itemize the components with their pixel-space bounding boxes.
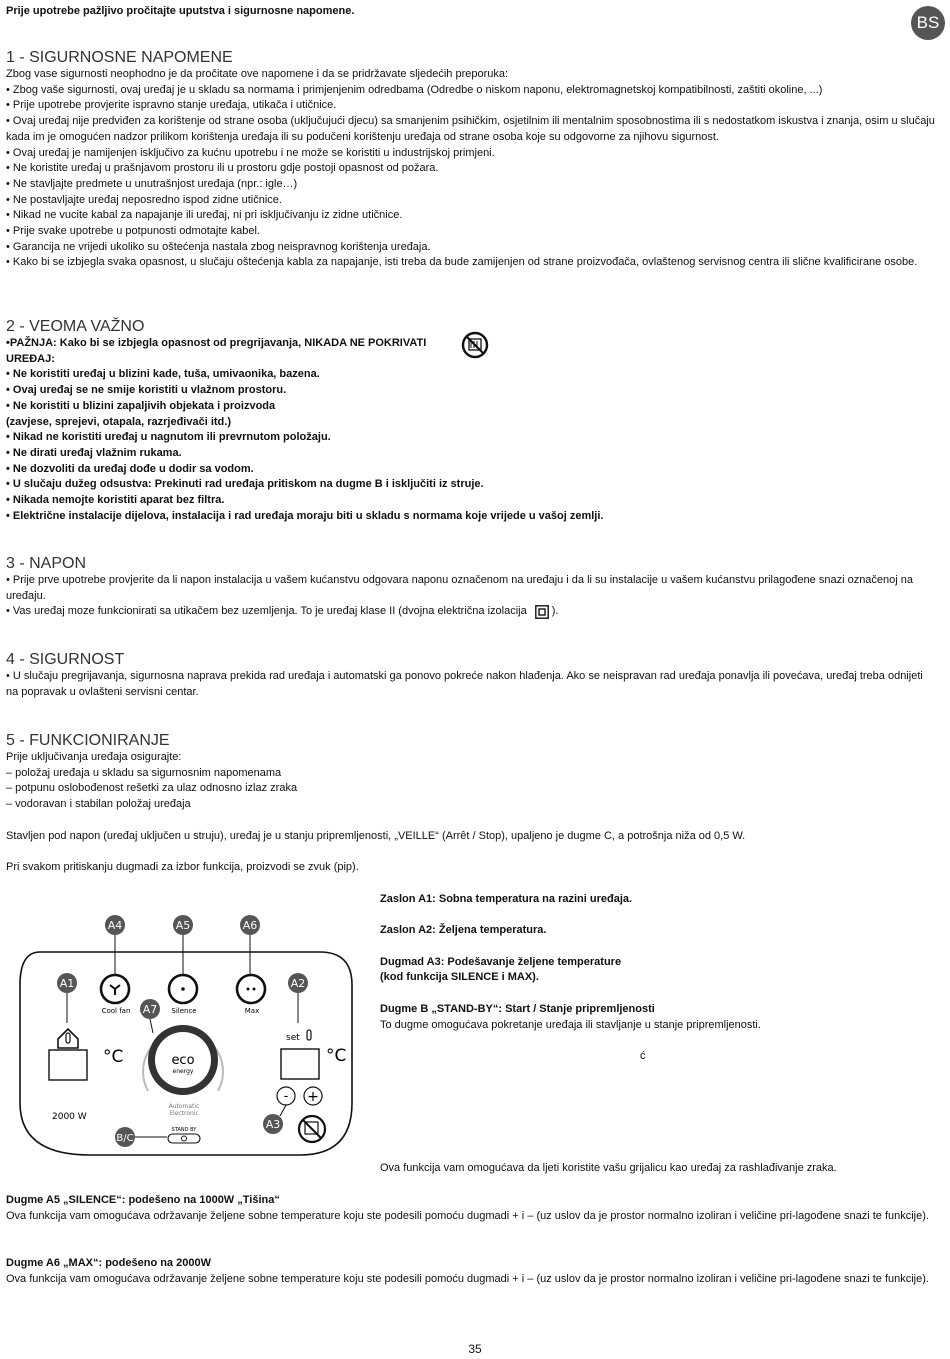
svg-text:A4: A4	[107, 919, 123, 932]
svg-text:A7: A7	[142, 1003, 158, 1016]
list-item: • U slučaju dužeg odsustva: Prekinuti rad uređaja pritiskom na dugme B i isključiti iz struje.	[6, 478, 484, 491]
list-item: • Ne koristiti uređaj u blizini kade, tuša, umivaonika, bazena.	[6, 368, 320, 381]
list-item: • Prije svake upotrebe u potpunosti odmotajte kabel.	[6, 225, 260, 238]
svg-text:energy: energy	[172, 1068, 194, 1075]
display-a1	[49, 1050, 87, 1080]
list-item: • Ovaj uređaj nije predviđen za korištenje od strane osoba (uključujući djecu) sa smanjenim psihičkim, osjetilnim ili mentalnim sposobnostima ili s nedostatkom iskustva i znanja, osim u slučaju kada im je omogućen nadzor prilikom korištenja uređaja ili su podučeni korištenju uređaja od strane osoba koje su odgovorne za njihovu sigurnost.	[6, 115, 935, 143]
section-title: 4 - SIGURNOST	[6, 651, 125, 668]
standby-label: STAND BY	[171, 1127, 197, 1133]
desc-a3-line1: Dugmad A3: Podešavanje željene temperature	[380, 955, 622, 968]
desc-b-title: Dugme B „STAND-BY“: Start / Stanje pripremljenosti	[380, 1002, 655, 1015]
svg-text:A2: A2	[290, 977, 306, 990]
svg-text:A6: A6	[242, 919, 258, 932]
header-note: Prije upotrebe pažljivo pročitajte uputstva i sigurnosne napomene.	[6, 5, 355, 17]
room-temperature-icon	[58, 1029, 78, 1048]
do-not-cover-icon	[461, 331, 489, 359]
set-label: set	[286, 1033, 300, 1043]
section-intro: Zbog vase sigurnosti neophodno je da pročitate ove napomene i da se pridržavate sljedećih preporuka:	[6, 68, 509, 80]
svg-text:+: +	[307, 1089, 319, 1105]
max-label: Max	[244, 1007, 260, 1015]
list-item: • Ovaj uređaj je namijenjen isključivo za kućnu upotrebu i ne može se koristiti u industrijskoj primjeni.	[6, 146, 495, 159]
list-item: • Ne dozvoliti da uređaj dođe u dodir sa vodom.	[6, 462, 254, 475]
a5-section	[6, 1193, 936, 1224]
silence-button	[169, 975, 197, 1003]
list-item: • Ne koristite uređaj u prašnjavom prostoru ili u prostoru gdje postoji opasnost od požara.	[6, 162, 439, 175]
callout-bc	[115, 1127, 135, 1147]
section-safety	[6, 49, 936, 271]
unit-label-a2: °C	[326, 1046, 347, 1066]
cool-fan-desc: Ova funkcija vam omogućava da ljeti koristite vašu grijalicu kao uređaj za rashlađivanje zraka.	[380, 1162, 837, 1174]
automatic-label: Automatic	[168, 1103, 200, 1110]
list-item: • Vas uređaj moze funkcionirati sa utikačem bez uzemljenja. To je uređaj klase II (dvojna električna izolacija ).	[6, 605, 559, 618]
list-item: (zavjese, sprejevi, otapala, razrjeđivači itd.)	[6, 415, 231, 428]
a6-section	[6, 1256, 936, 1287]
desc-a2: Zaslon A2: Željena temperatura.	[380, 924, 547, 937]
list-item: • Kako bi se izbjegla svaka opasnost, u slučaju oštećenja kabla za napajanje, isti treba da bude zamijenjen od strane proizvođača, ovlaštenog servisnog centra ili slične kvalificirane osobe.	[6, 256, 918, 269]
list-item: • Ovaj uređaj se ne smije koristiti u vlažnom prostoru.	[6, 384, 287, 397]
callout-a7	[140, 999, 160, 1019]
svg-text:B/C: B/C	[116, 1133, 134, 1144]
svg-text:A3: A3	[265, 1118, 281, 1131]
thermometer-icon	[307, 1030, 311, 1040]
desc-a1: Zaslon A1: Sobna temperatura na razini uređaja.	[380, 893, 633, 905]
desc-a3-line2: (kod funkcija SILENCE i MAX).	[380, 971, 539, 984]
list-item: • Prije prve upotrebe provjerite da li napon instalacija u vašem kućanstvu odgovara naponu označenom na uređaju i da li su instalacije u vašem kućanstvu prilagođene snazi označenoj na uređaju.	[6, 574, 914, 602]
list-item: – položaj uređaja u skladu sa sigurnosnim napomenama	[6, 766, 282, 779]
stray-char: ć	[640, 1050, 646, 1062]
do-not-cover-icon	[299, 1116, 325, 1142]
standby-button	[168, 1127, 200, 1143]
section-operation	[6, 732, 936, 876]
svg-text:eco: eco	[171, 1053, 195, 1068]
power-label: 2000 W	[52, 1112, 87, 1122]
callout-a2	[288, 973, 308, 993]
callout-a6	[240, 915, 260, 935]
class-ii-insulation-icon	[535, 605, 549, 619]
a6-text: Ova funkcija vam omogućava održavanje željene sobne temperature koju ste podesili pomoću dugmadi + i – (uz uslov da je prostor normalno izoliran i veličine pri-lagođene snazi te funkcije).	[6, 1272, 929, 1285]
desc-b-text: To dugme omogućava pokretanje uređaja ili stavljanje u stanje pripremljenosti.	[380, 1018, 761, 1031]
section-title: 3 - NAPON	[6, 555, 87, 572]
section-intro: Prije uključivanja uređaja osigurajte:	[6, 751, 182, 763]
list-item: • Ne postavljajte uređaj neposredno ispod zidne utičnice.	[6, 193, 282, 206]
list-item: • Prije upotrebe provjerite ispravno stanje uređaja, utikača i utičnice.	[6, 99, 337, 112]
a5-title: Dugme A5 „SILENCE“: podešeno na 1000W „Tišina“	[6, 1194, 280, 1206]
plus-button	[304, 1087, 322, 1105]
display-a2	[281, 1049, 319, 1079]
section-title: 5 - FUNKCIONIRANJE	[6, 732, 170, 749]
a5-text: Ova funkcija vam omogućava održavanje željene sobne temperature koju ste podesili pomoću dugmadi + i – (uz uslov da je prostor normalno izoliran i veličine pri-lagođene snazi te funkcije).	[6, 1209, 929, 1222]
list-item: • Nikada nemojte koristiti aparat bez filtra.	[6, 494, 225, 507]
list-item: – vodoravan i stabilan položaj uređaja	[6, 798, 191, 811]
max-button	[237, 975, 265, 1003]
page-number: 35	[468, 1342, 482, 1356]
control-panel-diagram	[0, 905, 370, 1160]
section-voltage	[6, 555, 936, 620]
cool-fan-button	[101, 975, 129, 1003]
list-item: • Ne koristiti u blizini zapaljivih objekata i proizvoda	[6, 399, 276, 412]
svg-text:A1: A1	[59, 977, 75, 990]
list-item: UREĐAJ:	[6, 352, 55, 365]
minus-button	[277, 1087, 295, 1105]
callout-a4	[105, 915, 125, 935]
section-title: 2 - VEOMA VAŽNO	[6, 318, 145, 335]
panel-descriptions	[380, 892, 900, 1049]
list-item: • Ne dirati uređaj vlažnim rukama.	[6, 446, 182, 459]
list-item: • U slučaju pregrijavanja, sigurnosna naprava prekida rad uređaja i automatski ga ponovo pokreće nakon hlađenja. Ako se neispravan rad uređaja ponavlja ili povećava, uređaj treba odnijeti na popravak u ovlašteni servisni centar.	[6, 670, 923, 698]
list-item: • Ne stavljajte predmete u unutrašnjost uređaja (npr.: igle…)	[6, 177, 298, 190]
section-safety-device	[6, 651, 936, 700]
electronic-label: Electronic	[169, 1110, 199, 1117]
callout-a5	[173, 915, 193, 935]
cool-fan-label: Cool fan	[101, 1007, 131, 1015]
list-item: • Garancija ne vrijedi ukoliko su oštećenja nastala zbog neispravnog korištenja uređaja.	[6, 240, 431, 253]
language-badge: BS	[911, 6, 945, 40]
unit-label-a1: °C	[103, 1047, 124, 1067]
standby-text: Stavljen pod napon (uređaj uključen u struju), uređaj je u stanju pripremljenosti, „VEILLE“ (Arrêt / Stop), upaljeno je dugme C, a potrošnja niža od 0,5 W.	[6, 829, 746, 842]
a6-title: Dugme A6 „MAX“: podešeno na 2000W	[6, 1257, 211, 1269]
list-item: • Električne instalacije dijelova, instalacija i rad uređaja moraju biti u skladu s normama koje vrijede u vašoj zemlji.	[6, 509, 604, 522]
list-item: •PAŽNJA: Kako bi se izbjegla opasnost od pregrijavanja, NIKADA NE POKRIVATI	[6, 337, 427, 349]
svg-text:-: -	[283, 1089, 289, 1104]
list-item: • Nikad ne koristiti uređaj u nagnutom ili prevrnutom položaju.	[6, 431, 331, 444]
list-item: • Zbog vaše sigurnosti, ovaj uređaj je u skladu sa normama i primjenjenim odredbama (Odredbe o niskom naponu, elektromagnetskoj kompatibilnosti, zaštiti okoline, ...)	[6, 83, 823, 96]
beep-text: Pri svakom pritiskanju dugmadi za izbor funkcija, proizvodi se zvuk (pip).	[6, 860, 359, 873]
silence-label: Silence	[171, 1007, 197, 1015]
list-item: – potpunu oslobođenost rešetki za ulaz odnosno izlaz zraka	[6, 782, 298, 795]
eco-dial	[143, 1025, 223, 1095]
callout-a1	[57, 973, 77, 993]
list-item: • Nikad ne vucite kabal za napajanje ili uređaj, ni pri isključivanju iz zidne utičnice.	[6, 209, 403, 222]
callout-a3	[263, 1114, 283, 1134]
section-title: 1 - SIGURNOSNE NAPOMENE	[6, 49, 233, 66]
svg-text:A5: A5	[175, 919, 191, 932]
